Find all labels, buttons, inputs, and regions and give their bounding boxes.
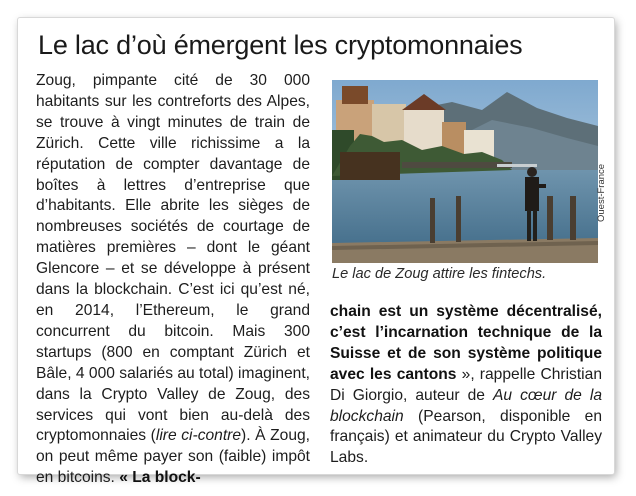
body-text-segment: (Pearson, disponible en français) et animateur du Crypto Valley Labs. (330, 407, 602, 467)
body-text-segment: ). À Zoug, on peut même payer son (faible) impôt en bitcoins. (36, 427, 310, 487)
book-title: Au cœur de la blockchain (330, 386, 603, 425)
quote-text: chain est un système décentralisé, c’est l’incarnation technique de la Suisse et de son système politique avec les cantons (330, 303, 602, 383)
body-text-segment: Zoug, pimpante cité de 30 000 habitants sur les contreforts des Alpes, se trouve à vingt minutes de train de Zürich. Cette ville richissime a la réputation de compter davantage de boîtes à lettres d’entreprise que d’habitants. Elle abrite les sièges de nombreuses sociétés de courtage de matières premières – dont le géant Glencore – et se développe à présent dans la blockchain. C’est ici qu’est né, en 2014, l’Ethereum, le grand concurrent du bitcoin. Mais 300 startups (800 en comptant Zürich et Bâle, 4 000 salariés au total) imaginent, dans la Crypto Valley de Zoug, des services qui vont bien au-delà des cryptomonnaies ( (36, 72, 310, 445)
article-title: Le lac d’où émergent les cryptomonnaies (38, 30, 523, 60)
article-body-right-column (330, 302, 602, 469)
photo-caption: Le lac de Zoug attire les fintechs. (332, 266, 547, 282)
body-text-italic-segment: lire ci-contre (155, 427, 242, 445)
article-photo-lake-zug (332, 80, 598, 263)
photo-credit: Ouest-France (596, 163, 607, 222)
body-text-segment: », rappelle Christian Di Giorgio, auteur de (330, 365, 602, 404)
article-body-left-column (36, 71, 310, 489)
quote-start: « La block- (119, 469, 201, 487)
